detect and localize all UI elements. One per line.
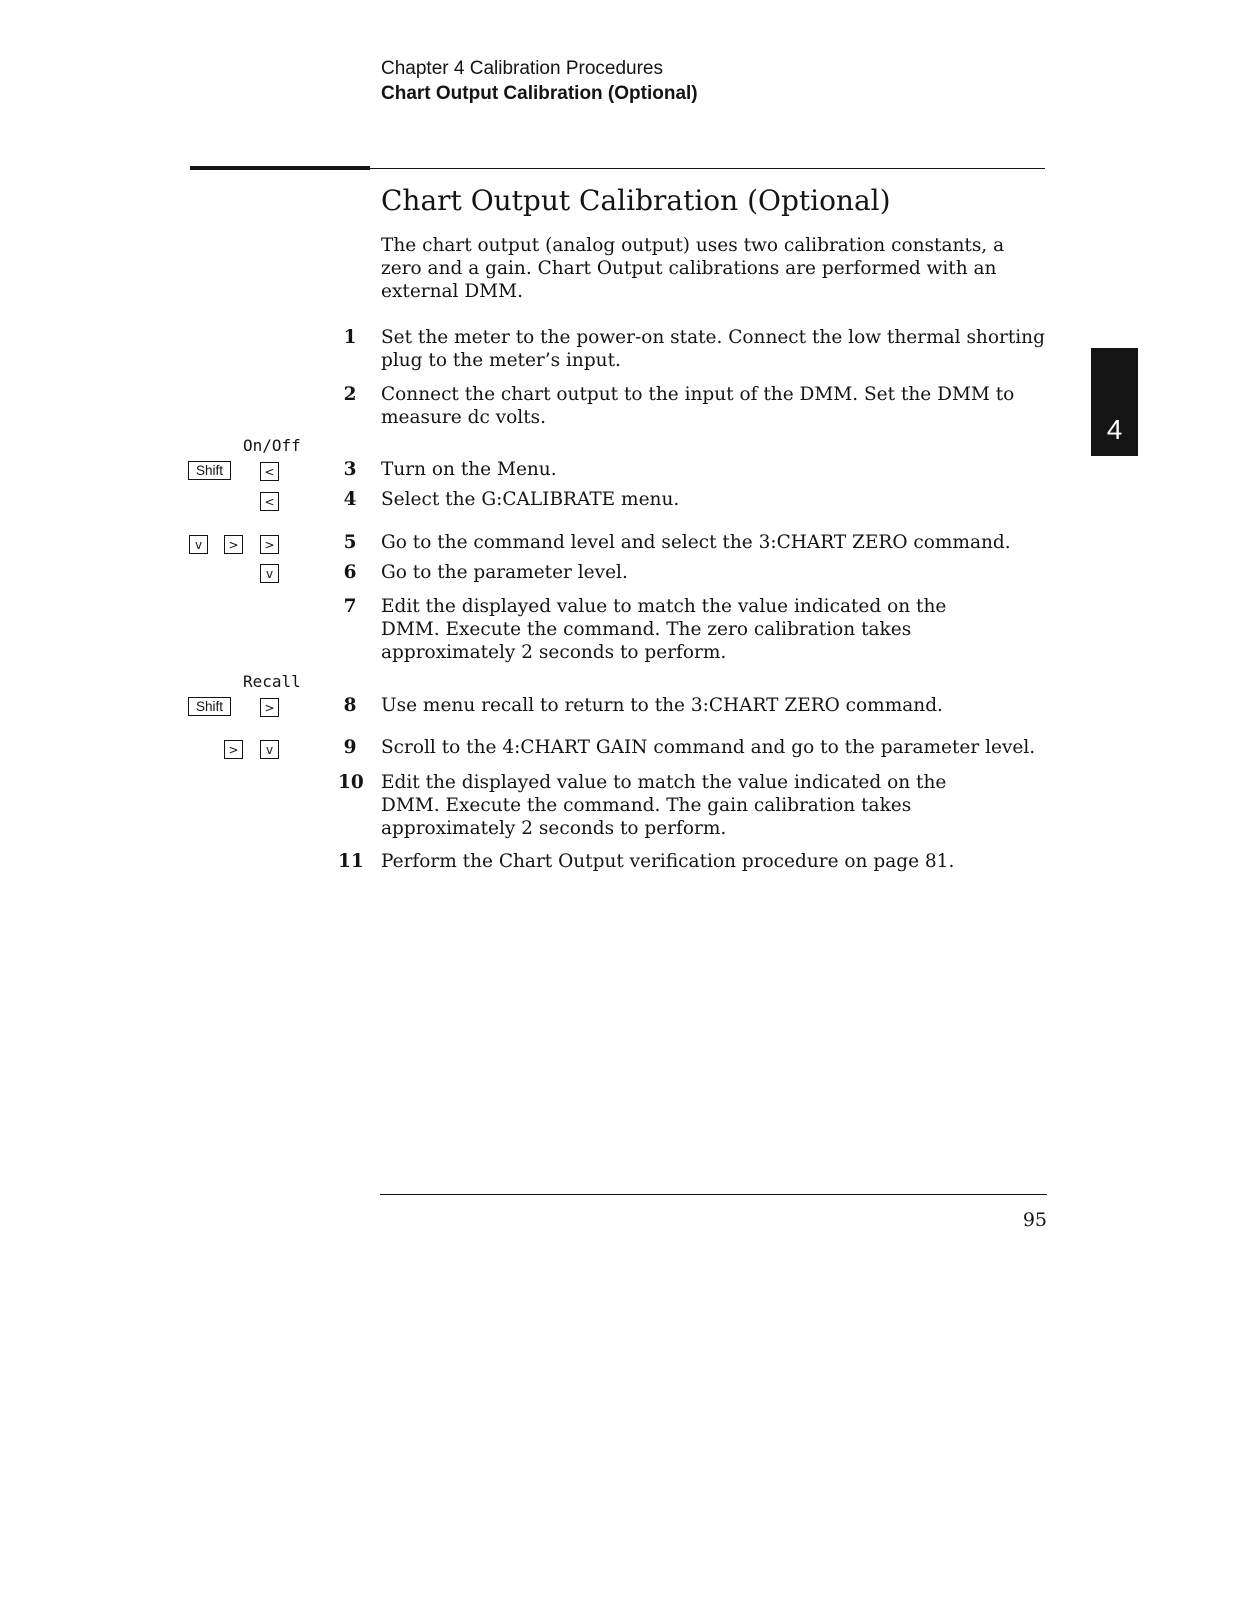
step-text: Scroll to the 4:CHART GAIN command and go to the parameter level. bbox=[381, 737, 1036, 758]
step-number: 5 bbox=[343, 532, 357, 553]
step-number: 8 bbox=[343, 695, 357, 716]
on-off-key-label: On/Off bbox=[243, 436, 301, 455]
right-arrow-key-icon bbox=[224, 740, 243, 759]
shift-key-icon bbox=[188, 697, 231, 716]
section-rule-thick bbox=[190, 166, 370, 170]
step-number: 6 bbox=[343, 562, 357, 583]
footer-rule bbox=[380, 1194, 1047, 1195]
step-text: Select the G:CALIBRATE menu. bbox=[381, 489, 680, 510]
right-arrow-key-label: > bbox=[264, 537, 275, 552]
step-text: Edit the displayed value to match the value indicated on the DMM. Execute the command. The zero calibration takes approximately 2 seconds to perform. bbox=[381, 596, 947, 663]
step-text: Connect the chart output to the input of the DMM. Set the DMM to measure dc volts. bbox=[381, 384, 1015, 428]
right-arrow-key-label: > bbox=[228, 742, 239, 757]
recall-key-label: Recall bbox=[243, 672, 301, 691]
down-arrow-key-label: v bbox=[265, 566, 274, 581]
step-text: Go to the command level and select the 3:CHART ZERO command. bbox=[381, 532, 1011, 553]
down-arrow-key-label: v bbox=[194, 537, 203, 552]
left-arrow-key-icon bbox=[260, 492, 279, 511]
left-arrow-key-label: < bbox=[264, 464, 275, 479]
step-text: Perform the Chart Output verification procedure on page 81. bbox=[381, 851, 955, 872]
right-arrow-key-label: > bbox=[228, 537, 239, 552]
step-number: 11 bbox=[338, 851, 364, 872]
section-rule-thin bbox=[370, 168, 1045, 169]
step-number: 9 bbox=[343, 737, 357, 758]
running-header-section: Chart Output Calibration (Optional) bbox=[381, 83, 698, 104]
step-number: 4 bbox=[343, 489, 357, 510]
step-number: 2 bbox=[343, 384, 357, 405]
step-text: Edit the displayed value to match the value indicated on the DMM. Execute the command. The gain calibration takes approximately 2 seconds to perform. bbox=[381, 772, 947, 839]
shift-key-label: Shift bbox=[195, 463, 223, 478]
step-number: 10 bbox=[338, 772, 364, 793]
right-arrow-key-label: > bbox=[264, 700, 275, 715]
down-arrow-key-label: v bbox=[265, 742, 274, 757]
step-number: 7 bbox=[343, 596, 357, 617]
left-arrow-key-label: < bbox=[264, 494, 275, 509]
down-arrow-key-icon bbox=[260, 740, 279, 759]
shift-key-icon bbox=[188, 461, 231, 480]
chapter-tab-number: 4 bbox=[1106, 414, 1123, 445]
page-number: 95 bbox=[1022, 1209, 1047, 1231]
running-header-chapter: Chapter 4 Calibration Procedures bbox=[381, 58, 663, 79]
page-title: Chart Output Calibration (Optional) bbox=[381, 184, 891, 217]
step-text: Turn on the Menu. bbox=[381, 459, 557, 480]
right-arrow-key-icon bbox=[260, 535, 279, 554]
down-arrow-key-icon bbox=[189, 535, 208, 554]
right-arrow-key-icon bbox=[224, 535, 243, 554]
intro-paragraph: The chart output (analog output) uses two calibration constants, a zero and a gain. Chart Output calibrations are performed with an external DMM. bbox=[381, 235, 1005, 302]
step-number: 3 bbox=[343, 459, 357, 480]
step-text: Go to the parameter level. bbox=[381, 562, 628, 583]
right-arrow-key-icon bbox=[260, 698, 279, 717]
chapter-tab bbox=[1091, 348, 1138, 456]
left-arrow-key-icon bbox=[260, 462, 279, 481]
step-text: Use menu recall to return to the 3:CHART ZERO command. bbox=[381, 695, 943, 716]
down-arrow-key-icon bbox=[260, 564, 279, 583]
step-number: 1 bbox=[343, 327, 357, 348]
shift-key-label: Shift bbox=[195, 699, 223, 714]
step-text: Set the meter to the power-on state. Connect the low thermal shorting plug to the meter’s input. bbox=[381, 327, 1045, 371]
